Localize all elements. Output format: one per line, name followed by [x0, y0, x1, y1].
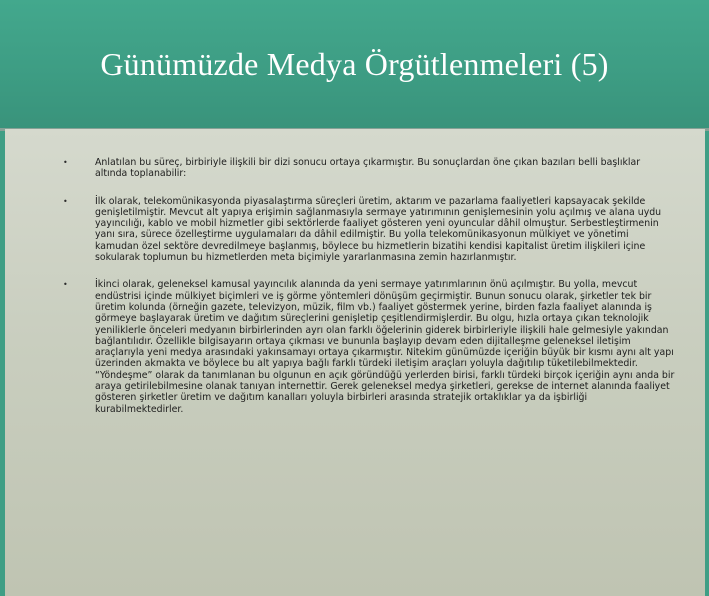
bullet-text: İlk olarak, telekomünikasyonda piyasalaştırma süreçleri üretim, aktarım ve pazarlama faaliyetleri kapsayacak şekilde genişletilmiştir. Mevcut alt yapıya erişimin sağlanmasıyla sermaye yatırımının genişlemesinin yolu açılmış ve alana uydu yayıncılığı, kablo ve mobil hizmetler gibi sektörlerde faaliyet gösteren yeni oyuncular dâhil olmuştur. Serbestleştirmenin yanı sıra, sürece özelleştirme uygulamaları da dâhil edilmiştir. Bu yolla telekomünikasyonun mülkiyet ve yönetimi kamudan özel sektöre devredilmeye başlanmış, böylece bu hizmetlerin bizatihi kendisi kapitalist üretim ilişkileri içine sokularak toplumun bu hizmetlerden meta biçimiyle yararlanmasına zemin hazırlanmıştır.: [95, 195, 662, 264]
bullet-item: [63, 279, 675, 415]
bullet-text: İkinci olarak, geleneksel kamusal yayıncılık alanında da yeni sermaye yatırımlarının önü açılmıştır. Bu yolla, mevcut endüstrisi içinde mülkiyet biçimleri ve iş görme yöntemleri dönüşüm geçirmiştir. Bunun sonucu olarak, şirketler tek bir üretim kolunda (örneğin gazete, televizyon, müzik, film vb.) faaliyet göstermek yerine, birden fazla faaliyet alanında iş görmeye başlayarak üretim ve dağıtım süreçlerini genişletip çeşitlendirmişlerdir. Bu olgu, hızla ortaya çıkan teknolojik yeniliklerle önceleri medyanın birbirlerinden ayrı olan farklı öğelerinin giderek birbirleriyle ilişkili hale gelmesiyle yakından bağlantılıdır. Özellikle bilgisayarın ortaya çıkması ve bununla başlayıp devam eden dijitalleşme geleneksel iletişim araçlarıyla yeni medya arasındaki yakınsamayı ortaya çıkarmıştır. Nitekim günümüzde içeriğin büyük bir kısmı aynı alt yapı üzerinden akmakta ve böylece bu alt yapıya bağlı farklı türdeki iletişim araçları yoluyla dağıtılıp tüketilebilmektedir. “Yöndeşme” olarak da tanımlanan bu olgunun en açık göründüğü yerlerden birisi, farklı türdeki birçok içeriğin aynı anda bir araya getirilebilmesine olanak tanıyan internettir. Gerek geleneksel medya şirketleri, gerekse de internet alanında faaliyet gösteren şirketler üretim ve dağıtım kanalları yoluyla birbirleri arasında stratejik ortaklıklar ya da işbirliği kurabilmektedirler.: [95, 279, 675, 415]
bullet-item: [63, 157, 675, 180]
bullet-icon: •: [63, 280, 68, 290]
content-area: [5, 129, 705, 596]
slide-title: Günümüzde Medya Örgütlenmeleri (5): [100, 46, 609, 82]
bullet-icon: •: [63, 158, 68, 167]
bullet-list: [63, 157, 675, 431]
bullet-icon: •: [63, 196, 68, 206]
title-band: [0, 0, 709, 128]
bullet-item: [63, 196, 675, 264]
bullet-text: Anlatılan bu süreç, birbiriyle ilişkili bir dizi sonucu ortaya çıkarmıştır. Bu sonuçlardan öne çıkan bazıları belli başlıklar altında toplanabilir:: [95, 157, 641, 180]
